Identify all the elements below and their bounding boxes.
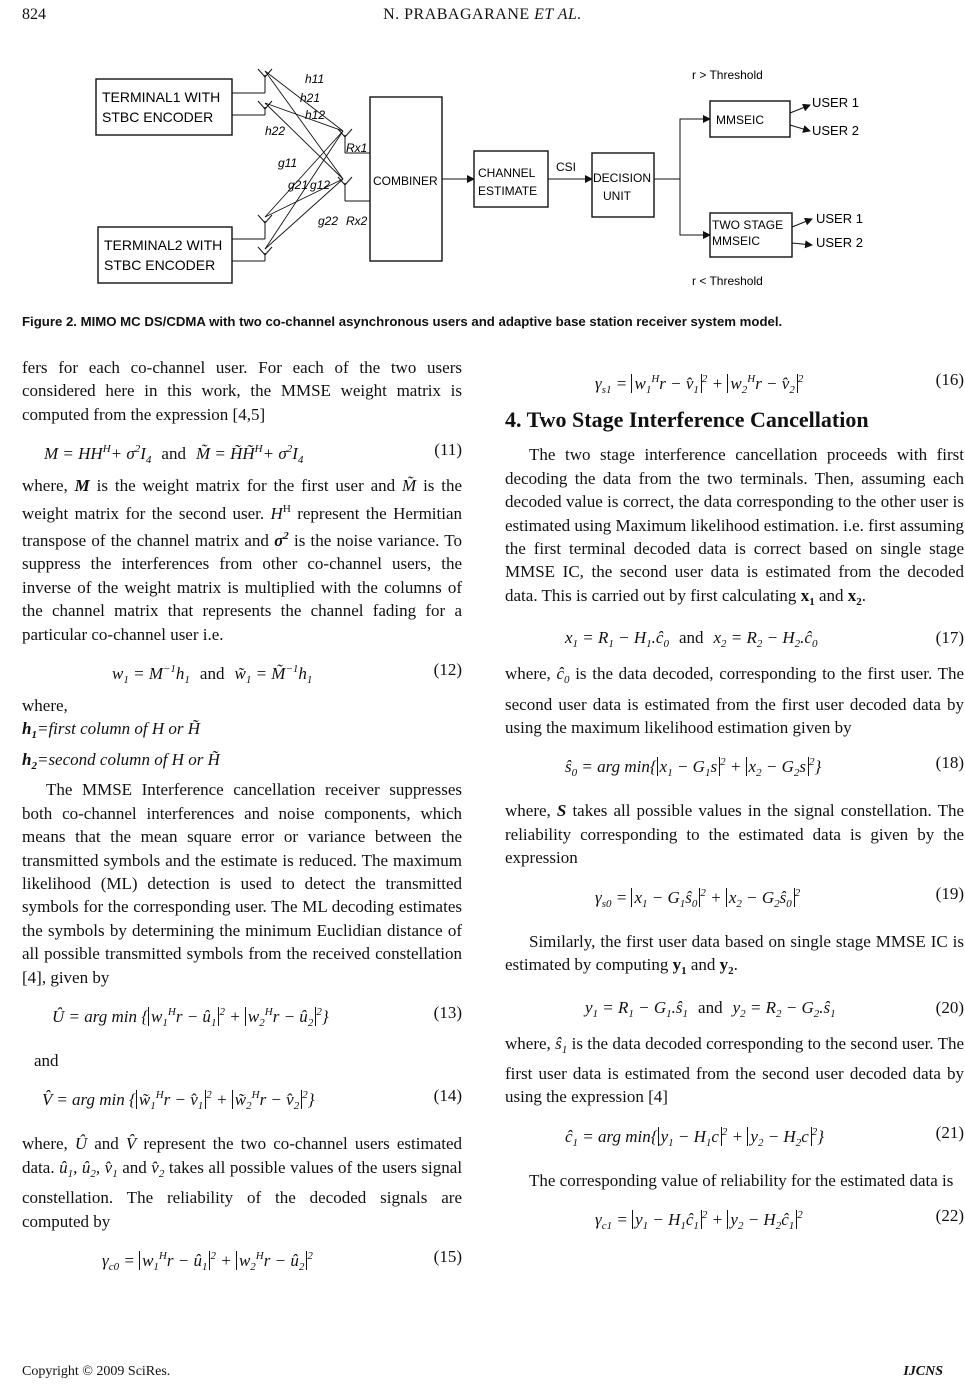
p1-text: The two stage interference cancellation proceeds with first decoding the data from the two terminals. Then, assuming each decoded value is correct, the data corresponding to the other user is estimated using Maximum likelihood estimation. i.e. first assuming the first terminal decoded data is correct based on single stage MMSE IC, the second user data is estimated from the decoded data. This is carried out by first calculating xyxy=(505,445,964,605)
h2-def-text: =second column of H or xyxy=(36,749,204,769)
right-paragraph-4: Similarly, the first user data based on single stage MMSE IC is estimated by computing $y_1$ and $y_2$. xyxy=(505,931,964,978)
terminal1-line1: TERMINAL1 WITH xyxy=(102,89,221,105)
system-model-diagram xyxy=(60,55,920,300)
left-paragraph-1: fers for each co-channel user. For each of the two users considered here in this work, the MMSE weight matrix is computed from the expression [4,5] xyxy=(22,358,462,424)
section-heading: 4. Two Stage Interference Cancellation xyxy=(505,407,869,432)
p2-where: where, xyxy=(22,476,68,496)
copyright-notice: Copyright © 2009 SciRes. xyxy=(22,1364,171,1379)
equation-13-number: (13) xyxy=(433,1002,462,1022)
left-paragraph-3: The MMSE Interference cancellation receiver suppresses both co-channel interferences and noise components, which means that the mean square error or variance between the transmitted symbols and the estimate is reduced. The maximum likelihood (ML) detection is used to detect the transmitted symbols for the corresponding user. The ML decoding estimates the symbols by determining the minimum Euclidian distance of all possible transmitted symbols from the received constellation [4], given by xyxy=(22,780,462,987)
p3-where: where, xyxy=(505,801,551,821)
equation-22-number: (22) xyxy=(935,1206,964,1226)
label-h11: h11 xyxy=(305,72,325,86)
equation-16-number: (16) xyxy=(935,370,964,389)
tx-antennas xyxy=(232,69,272,261)
label-rx1: Rx1 xyxy=(346,141,368,155)
running-title xyxy=(0,6,965,24)
p4-where: where, xyxy=(22,1134,68,1154)
p4-values: takes all possible values of the users signal constellation. The reliability of the decoded signals are computed by xyxy=(22,1157,463,1231)
equation-17-number: (17) xyxy=(935,628,964,648)
author-name: N. PRABAGARANE xyxy=(383,6,530,23)
csi-label: CSI xyxy=(556,160,577,174)
user1-top-label: USER 1 xyxy=(812,95,859,110)
p2-noise: is the noise variance. To suppress the interferences from other co-channel users, the inverse of the weight matrix is multiplied with the columns of the channel matrix that represents the channel fading for a particular co-channel user i.e. xyxy=(22,531,462,644)
equation-11-number: (11) xyxy=(434,440,462,460)
label-g21: g21 xyxy=(288,178,309,192)
and-label: and xyxy=(34,1050,59,1070)
label-h12: h12 xyxy=(305,108,326,122)
equation-15: $\gamma_{c0} = w_1^Hr$ − $û_1^2 + w_2^Hr$ − $û_2^2$ (15) xyxy=(102,1246,462,1273)
equation-21: $ĉ_1$ = arg min{ $y_1 - H_1c$ $^2 + y_2 - H_2c$ $^2$} (21) xyxy=(565,1122,964,1149)
right-paragraph-5: where, $ŝ_1$ is the data decoded corresponding to the second user. The first user data is estimated from the second user decoded data by using the expression [4] xyxy=(505,1033,965,1107)
user2-bottom-label: USER 2 xyxy=(816,235,863,250)
equation-13: Û = arg min { $w_1^Hr$ − $û_1^2 + w_2^Hr$ − $û_2^2$} (13) xyxy=(52,1002,462,1029)
channel-estimate-line2: ESTIMATE xyxy=(478,184,538,198)
label-h21: h21 xyxy=(300,91,321,105)
two-stage-line2: MMSEIC xyxy=(712,234,760,248)
user2-top-label: USER 2 xyxy=(812,123,859,138)
p2-hermitian: represent the Hermitian transpose of the channel matrix and xyxy=(22,503,463,551)
right-paragraph-6: The corresponding value of reliability for the estimated data is xyxy=(529,1170,954,1190)
where-label: where, xyxy=(22,696,68,716)
equation-18: $ŝ_0$ = arg min{ $x_1 - G_1s$ $^2 + x_2 - G_2s$ $^2$} (18) xyxy=(565,753,964,780)
terminal2-line1: TERMINAL2 WITH xyxy=(104,237,223,253)
equation-12-number: (12) xyxy=(433,660,462,680)
equation-20: $y_1 = R_1$ − $G_1.ŝ_1$ and $y_2 = R_2$ − $G_2.ŝ_1$ (20) xyxy=(585,997,964,1020)
label-g12: g12 xyxy=(310,178,331,192)
p2-decoded: is the data decoded, corresponding to the first user. The second user data is estimated from the first user decoded data by using the maximum likelihood estimation given by xyxy=(505,664,965,738)
terminal1-box xyxy=(96,79,232,135)
mmseic-label: MMSEIC xyxy=(716,113,764,127)
right-column xyxy=(505,356,964,1240)
left-paragraph-2: where, M is the weight matrix for the first user and M̃ is the weight matrix for the second user. $H^H$ represent the Hermitian transpose of the channel matrix and $\sigma^2$ is the noise variance. To suppress the interferences from other co-channel users, the inverse of the weight matrix is multiplied with the columns of the channel matrix that represents the channel fading for a particular co-channel user i.e. xyxy=(22,476,463,644)
terminal2-line2: STBC ENCODER xyxy=(104,257,216,273)
label-h22: h22 xyxy=(265,124,286,138)
p2-first-user: is the weight matrix for the first user and xyxy=(96,476,396,496)
equation-14-number: (14) xyxy=(433,1086,462,1106)
terminal1-line2: STBC ENCODER xyxy=(102,109,214,125)
equation-14: V̂ = arg min { $w̃_1^Hr$ − $v̂_1^2$ + $w̃_2^Hr$ − $v̂_2^2$} (14) xyxy=(42,1086,462,1113)
p4-text: Similarly, the first user data based on single stage MMSE IC is estimated by computing xyxy=(505,931,964,975)
left-paragraph-4: where, Û and V̂ represent the two co-channel users estimated data. $û_1$, $û_2$, $v̂_1$ and $v̂_2$ takes all possible values of the users signal constellation. The reliability of the decoded signals are computed by xyxy=(22,1134,463,1231)
page-footer xyxy=(0,1364,965,1384)
equation-17: $x_1 = R_1$ − $H_1.ĉ_0$ and $x_2 = R_2$ − $H_2.ĉ_0$ (17) xyxy=(565,628,964,651)
threshold-low-label: r < Threshold xyxy=(692,274,763,288)
p5-decoded: is the data decoded corresponding to the second user. The first user data is estimated from the second user decoded data by using the expression [4] xyxy=(505,1033,965,1107)
right-paragraph-1: The two stage interference cancellation proceeds with first decoding the data from the two terminals. Then, assuming each decoded value is correct, the data corresponding to the other user is estimated using Maximum likelihood estimation. i.e. first assuming the first terminal decoded data is correct based on single stage MMSE IC, the second user data is estimated from the decoded data. This is carried out by first calculating $x_1$ and $x_2$. xyxy=(505,445,964,608)
label-rx2: Rx2 xyxy=(346,214,368,228)
rx-antennas xyxy=(338,129,370,201)
equation-18-number: (18) xyxy=(935,753,964,773)
terminal2-box xyxy=(98,227,232,283)
equation-20-number: (20) xyxy=(935,997,964,1017)
decision-unit-line2: UNIT xyxy=(603,189,631,203)
p1-and: and xyxy=(818,585,844,605)
page-number: 824 xyxy=(22,6,46,23)
p2-where-right: where, xyxy=(505,664,551,684)
equation-19: $\gamma_{s0} = x_1$ − $G_1ŝ_0^2 + x_2$ − $G_2ŝ_0^2$ (19) xyxy=(595,883,964,910)
p2-m-symbol: M xyxy=(74,476,90,496)
p3-values: takes all possible values in the signal constellation. The reliability corresponding to the estimated data is given by the expression xyxy=(505,801,965,868)
equation-11: $M = HH^H+ \sigma^2I_4$ and M̃ = H̃H̃$^H$+ $\sigma^2I_4$ (11) xyxy=(44,440,462,467)
threshold-high-label: r > Threshold xyxy=(692,68,763,82)
p5-where: where, xyxy=(505,1033,551,1053)
equation-15-number: (15) xyxy=(433,1246,462,1266)
two-stage-line1: TWO STAGE xyxy=(712,218,784,232)
equation-21-number: (21) xyxy=(935,1122,964,1142)
p4-users: represent the two co-channel users estimated data. xyxy=(22,1134,463,1177)
h2-definition: $h_2=second$ column of H or H̃ xyxy=(22,749,220,772)
p4-and: and xyxy=(690,955,716,975)
left-column xyxy=(22,356,462,1293)
combiner-label: COMBINER xyxy=(373,174,438,188)
channel-estimate-line1: CHANNEL xyxy=(478,166,536,180)
user1-bottom-label: USER 1 xyxy=(816,211,863,226)
right-paragraph-2: where, $ĉ_0$ is the data decoded, corresponding to the first user. The second user data is estimated from the first user decoded data by using the maximum likelihood estimation given by xyxy=(505,664,965,738)
figure-caption: Figure 2. MIMO MC DS/CDMA with two co-channel asynchronous users and adaptive base station receiver system model. xyxy=(22,314,783,329)
decision-unit-line1: DECISION xyxy=(593,171,652,185)
label-g11: g11 xyxy=(278,156,298,170)
equation-22: $\gamma_{c1} = y_1$ − $H_1ĉ_1^2 + y_2$ − $H_2ĉ_1^2$ (22) xyxy=(595,1206,964,1233)
journal-name: IJCNS xyxy=(903,1364,943,1379)
h1-definition: $h_1=first$ column of H or H̃ xyxy=(22,719,201,742)
decision-unit-box xyxy=(592,153,654,217)
p2-second-user: is the weight matrix for the second user. xyxy=(22,476,463,523)
et-al: ET AL. xyxy=(534,6,582,23)
equation-19-number: (19) xyxy=(935,883,964,903)
right-paragraph-3: where, S takes all possible values in the signal constellation. The reliability corresponding to the estimated data is given by the expression xyxy=(505,801,965,868)
h1-def-text: =first column of H or xyxy=(36,719,184,739)
equation-12: $w_1 = M^{-1}h_1$ and $w̃_1$ = $M̃^{-1}h_1$ (12) xyxy=(112,660,462,687)
label-g22: g22 xyxy=(318,214,339,228)
equation-16: $\gamma_{s1} = w_1^Hr$ − $v̂_1^2 + w_2^Hr$ − $v̂_2^2$ (16) xyxy=(595,370,964,396)
running-header xyxy=(0,6,965,30)
